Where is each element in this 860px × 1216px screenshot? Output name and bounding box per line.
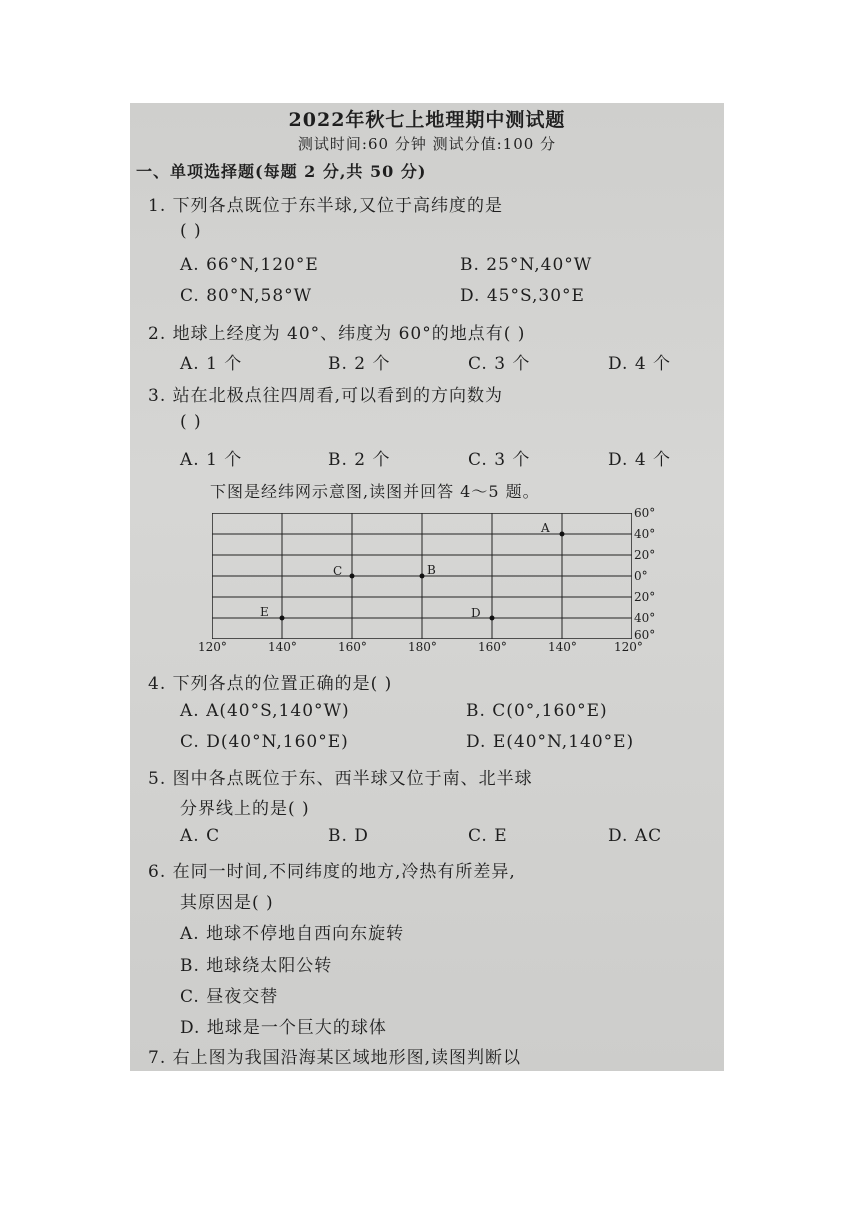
q4-option-c: C. D(40°N,160°E) xyxy=(180,732,349,752)
q2-option-c: C. 3 个 xyxy=(468,354,531,374)
lat-label-3: 20° xyxy=(634,548,656,562)
q2-option-b: B. 2 个 xyxy=(328,354,391,374)
point-e-dot xyxy=(280,616,285,621)
q1-blank: ( ) xyxy=(180,221,202,241)
point-b-label: B xyxy=(427,563,436,577)
q2-option-a: A. 1 个 xyxy=(180,354,243,374)
q2-option-d: D. 4 个 xyxy=(608,354,672,374)
q1-stem: 1. 下列各点既位于东半球,又位于高纬度的是 xyxy=(148,196,504,216)
lon-label-3: 160° xyxy=(338,640,367,654)
lat-label-4: 0° xyxy=(634,569,648,583)
q6-option-c: C. 昼夜交替 xyxy=(180,987,279,1007)
exam-subtitle: 测试时间:60 分钟 测试分值:100 分 xyxy=(297,135,557,153)
lat-label-5: 20° xyxy=(634,590,656,604)
point-c-label: C xyxy=(333,564,343,578)
q6-option-d: D. 地球是一个巨大的球体 xyxy=(180,1018,387,1038)
q5-stem: 5. 图中各点既位于东、西半球又位于南、北半球 xyxy=(148,769,533,789)
q5-option-c: C. E xyxy=(468,826,508,846)
q5-option-b: B. D xyxy=(328,826,369,846)
lat-label-7: 60° xyxy=(634,628,656,642)
exam-title: 2022年秋七上地理期中测试题 xyxy=(288,109,566,131)
point-b-dot xyxy=(420,574,425,579)
lon-label-2: 140° xyxy=(268,640,297,654)
lon-label-7: 120° xyxy=(614,640,643,654)
q3-option-c: C. 3 个 xyxy=(468,450,531,470)
q5-option-a: A. C xyxy=(180,826,221,846)
section-heading: 一、单项选择题(每题 2 分,共 50 分) xyxy=(136,162,427,181)
q4-option-d: D. E(40°N,140°E) xyxy=(466,732,635,752)
lat-label-2: 40° xyxy=(634,527,656,541)
q1-option-c: C. 80°N,58°W xyxy=(180,286,313,306)
graticule-figure xyxy=(212,513,632,639)
lon-label-1: 120° xyxy=(198,640,227,654)
point-d-label: D xyxy=(471,606,481,620)
point-a-dot xyxy=(560,532,565,537)
q6-option-a: A. 地球不停地自西向东旋转 xyxy=(180,924,405,944)
q6-option-b: B. 地球绕太阳公转 xyxy=(180,956,333,976)
q4-option-a: A. A(40°S,140°W) xyxy=(180,701,350,721)
lon-label-6: 140° xyxy=(548,640,577,654)
q1-option-a: A. 66°N,120°E xyxy=(180,255,319,275)
q3-blank: ( ) xyxy=(180,412,202,432)
lat-label-6: 40° xyxy=(634,611,656,625)
q3-stem: 3. 站在北极点往四周看,可以看到的方向数为 xyxy=(148,386,504,406)
point-a-label: A xyxy=(541,521,550,535)
q5-stem-cont: 分界线上的是( ) xyxy=(180,799,310,819)
figure-intro: 下图是经纬网示意图,读图并回答 4～5 题。 xyxy=(210,482,540,501)
lat-label-1: 60° xyxy=(634,506,656,520)
q3-option-b: B. 2 个 xyxy=(328,450,391,470)
q5-option-d: D. AC xyxy=(608,826,663,846)
exam-paper xyxy=(130,103,724,1071)
point-c-dot xyxy=(350,574,355,579)
q4-stem: 4. 下列各点的位置正确的是( ) xyxy=(148,674,393,694)
q4-option-b: B. C(0°,160°E) xyxy=(466,701,608,721)
graticule-grid xyxy=(212,513,632,639)
q1-option-b: B. 25°N,40°W xyxy=(460,255,593,275)
q6-stem: 6. 在同一时间,不同纬度的地方,冷热有所差异, xyxy=(148,862,516,882)
lon-label-4: 180° xyxy=(408,640,437,654)
point-d-dot xyxy=(490,616,495,621)
q7-stem: 7. 右上图为我国沿海某区域地形图,读图判断以 xyxy=(148,1048,522,1068)
lon-label-5: 160° xyxy=(478,640,507,654)
q3-option-d: D. 4 个 xyxy=(608,450,672,470)
q6-stem-cont: 其原因是( ) xyxy=(180,893,274,913)
q3-option-a: A. 1 个 xyxy=(180,450,243,470)
point-e-label: E xyxy=(260,605,269,619)
q2-stem: 2. 地球上经度为 40°、纬度为 60°的地点有( ) xyxy=(148,324,526,344)
q1-option-d: D. 45°S,30°E xyxy=(460,286,585,306)
